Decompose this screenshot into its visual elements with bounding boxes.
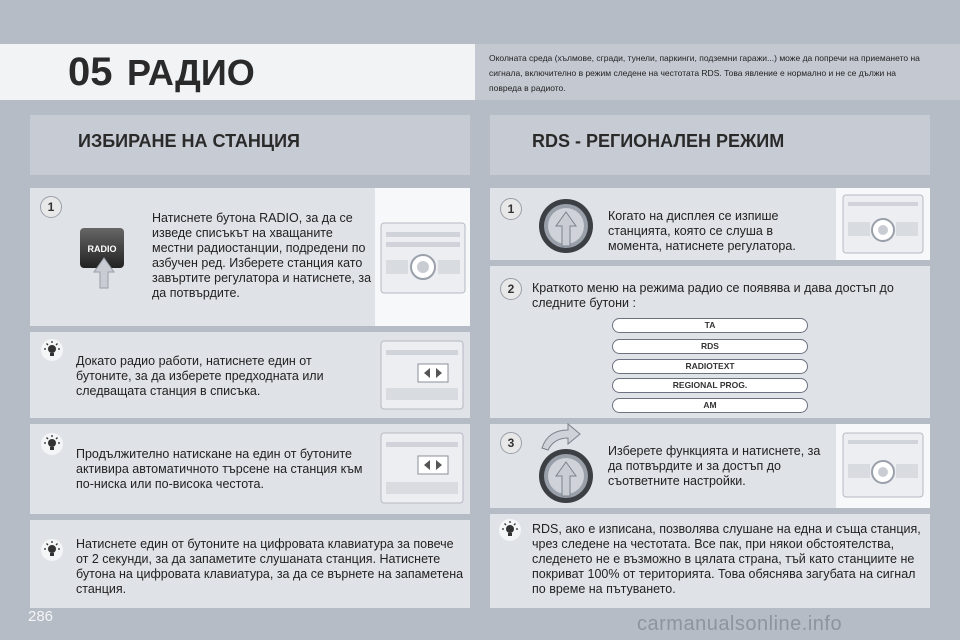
menu-option-am[interactable]: AM: [612, 398, 808, 413]
watermark: carmanualsonline.info: [637, 613, 843, 635]
chapter-number: 05: [68, 50, 113, 94]
radio-console-icon: [842, 194, 924, 254]
radio-console-icon: [380, 222, 466, 294]
knob-press-icon: [536, 196, 596, 256]
radio-console-arrows-icon: [380, 432, 464, 504]
right-step3-text: Изберете функцията и натиснете, за да потвърдите и за достъп до съответните настройки.: [608, 444, 821, 488]
step-badge: 1: [40, 196, 62, 218]
menu-option-rds[interactable]: RDS: [612, 339, 808, 354]
radio-button-icon: [74, 222, 144, 292]
right-step2-text: Краткото меню на режима радио се появява и дава достъп до следните бутони :: [532, 281, 894, 310]
intro-text: Околната среда (хълмове, сгради, тунели, паркинги, подземни гаражи...) може да попречи на приемането на сигнала, включително в режим следене на честотата RDS. Това явление е нормално и не се дължи на повреда в радиото.: [489, 53, 920, 93]
right-section-title: RDS - РЕГИОНАЛЕН РЕЖИМ: [532, 131, 785, 151]
left-tip1-text: Докато радио работи, натиснете един от бутоните, за да изберете предходната или следващата станция в списъка.: [76, 354, 324, 398]
radio-console-arrows-icon: [380, 340, 464, 410]
menu-option-regional-prog[interactable]: REGIONAL PROG.: [612, 378, 808, 393]
left-section-title: ИЗБИРАНЕ НА СТАНЦИЯ: [78, 131, 300, 151]
lightbulb-icon: [40, 338, 64, 362]
radio-button-label: RADIO: [87, 244, 117, 254]
right-step1-text: Когато на дисплея се изпише станцията, която се слуша в момента, натиснете регулатора.: [608, 209, 796, 253]
lightbulb-icon: [498, 518, 522, 542]
step-badge: 2: [500, 278, 522, 300]
left-tip3-text: Натиснете един от бутоните на цифровата клавиатура за повече от 2 секунди, за да запаметите слушаната станция. Натиснете бутона на цифровата клавиатура, за да се върнете на запаметена станция.: [76, 537, 464, 596]
step-badge: 1: [500, 198, 522, 220]
chapter-title: РАДИО: [127, 52, 255, 93]
lightbulb-icon: [40, 538, 64, 562]
left-step1-text: Натиснете бутона RADIO, за да се изведе списъкът на хващаните местни радиостанции, подредени по азбучен ред. Изберете станция като завъртите регулатора и натиснете, за да потвърдите.: [152, 211, 372, 300]
step-badge: 3: [500, 432, 522, 454]
radio-console-icon: [842, 432, 924, 498]
menu-option-ta[interactable]: TA: [612, 318, 808, 333]
lightbulb-icon: [40, 432, 64, 456]
knob-press-icon: [536, 446, 596, 506]
page-number: 286: [28, 608, 54, 625]
right-tip-text: RDS, ако е изписана, позволява слушане на една и съща станция, чрез следене на честотата. Все пак, при някои обстоятелства, следенето не е възможно в цялата страна, тъй като станциите не покриват 100% от територията. Това обяснява загубата на сигнал по време на пътуването.: [532, 522, 921, 596]
menu-option-radiotext[interactable]: RADIOTEXT: [612, 359, 808, 374]
left-tip2-text: Продължително натискане на един от бутоните активира автоматичното търсене на станция към по-ниска или по-висока честота.: [76, 447, 363, 491]
